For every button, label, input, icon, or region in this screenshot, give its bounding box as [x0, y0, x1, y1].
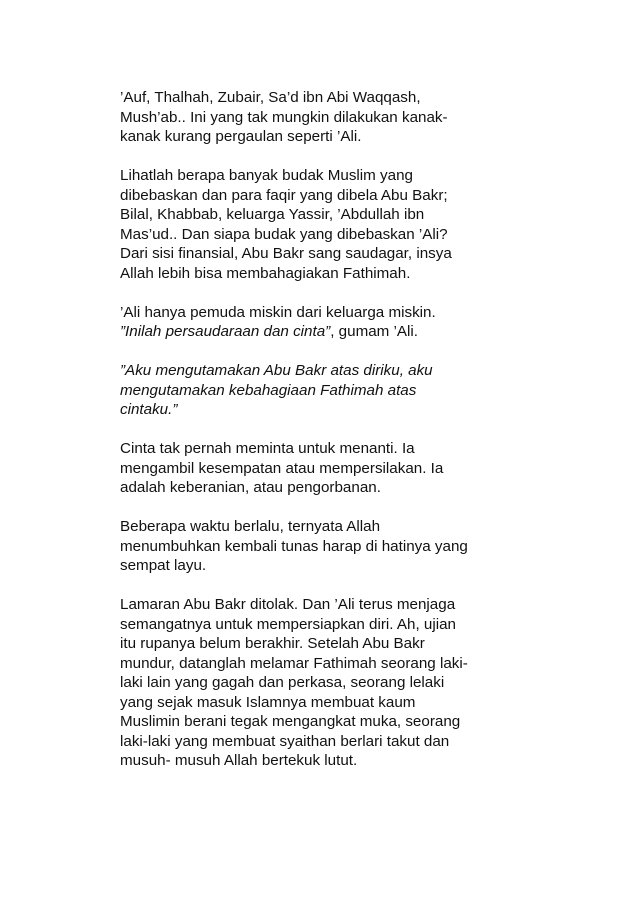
italic-line: cintaku.” — [120, 401, 178, 418]
paragraph-4-quote — [120, 361, 540, 420]
text-line: mundur, datanglah melamar Fathimah seorang laki- — [120, 654, 468, 672]
text-line: Muslimin berani tegak mengangkat muka, seorang — [120, 713, 461, 730]
paragraph-6 — [120, 517, 540, 576]
text-line: laki-laki yang membuat syaithan berlari takut dan — [120, 732, 450, 750]
text-line: Beberapa waktu berlalu, ternyata Allah — [120, 518, 381, 535]
text-line: mengambil kesempatan atau mempersilakan. Ia — [120, 459, 444, 477]
text-line: itu rupanya belum berakhir. Setelah Abu Bakr — [120, 635, 425, 652]
text-line: adalah keberanian, atau pengorbanan. — [120, 479, 381, 496]
italic-line: mengutamakan kebahagiaan Fathimah atas — [120, 381, 417, 399]
text-line: sempat layu. — [120, 557, 207, 574]
text-line: Bilal, Khabbab, keluarga Yassir, ’Abdullah ibn — [120, 206, 425, 223]
text-line: semangatnya untuk mempersiapkan diri. Ah, ujian — [120, 615, 457, 633]
text-line: Mas’ud.. Dan siapa budak yang dibebaskan ’Ali? — [120, 225, 448, 243]
text-line: musuh- musuh Allah bertekuk lutut. — [120, 752, 358, 769]
text-line: Cinta tak pernah meminta untuk menanti. Ia — [120, 440, 415, 457]
text-line: kanak kurang pergaulan seperti ’Ali. — [120, 128, 362, 145]
text-line: ’Ali hanya pemuda miskin dari keluarga miskin. — [120, 303, 436, 321]
text-line: dibebaskan dan para faqir yang dibela Abu Bakr; — [120, 186, 448, 204]
paragraph-1 — [120, 88, 540, 147]
paragraph-3 — [120, 303, 540, 342]
text-line: Dari sisi finansial, Abu Bakr sang saudagar, insya — [120, 245, 452, 262]
text-line: laki lain yang gagah dan perkasa, seorang lelaki — [120, 674, 445, 691]
italic-quote: ”Inilah persaudaraan dan cinta” — [120, 323, 331, 340]
text-line: Lihatlah berapa banyak budak Muslim yang — [120, 167, 413, 184]
text-line: Mush’ab.. Ini yang tak mungkin dilakukan kanak- — [120, 108, 448, 126]
text-line: Allah lebih bisa membahagiakan Fathimah. — [120, 264, 411, 282]
text-line: Lamaran Abu Bakr ditolak. Dan ’Ali terus menjaga — [120, 596, 456, 613]
paragraph-5 — [120, 439, 540, 498]
text-line: yang sejak masuk Islamnya membuat kaum — [120, 693, 416, 711]
quote-line — [120, 322, 540, 342]
italic-line: ”Aku mengutamakan Abu Bakr atas diriku, aku — [120, 362, 433, 379]
text-line: ’Auf, Thalhah, Zubair, Sa’d ibn Abi Waqqash, — [120, 89, 421, 106]
quote-attribution: , gumam ’Ali. — [330, 323, 419, 340]
body-text — [120, 88, 540, 790]
text-line: menumbuhkan kembali tunas harap di hatinya yang — [120, 537, 468, 555]
paragraph-7 — [120, 595, 540, 771]
paragraph-2 — [120, 166, 540, 283]
